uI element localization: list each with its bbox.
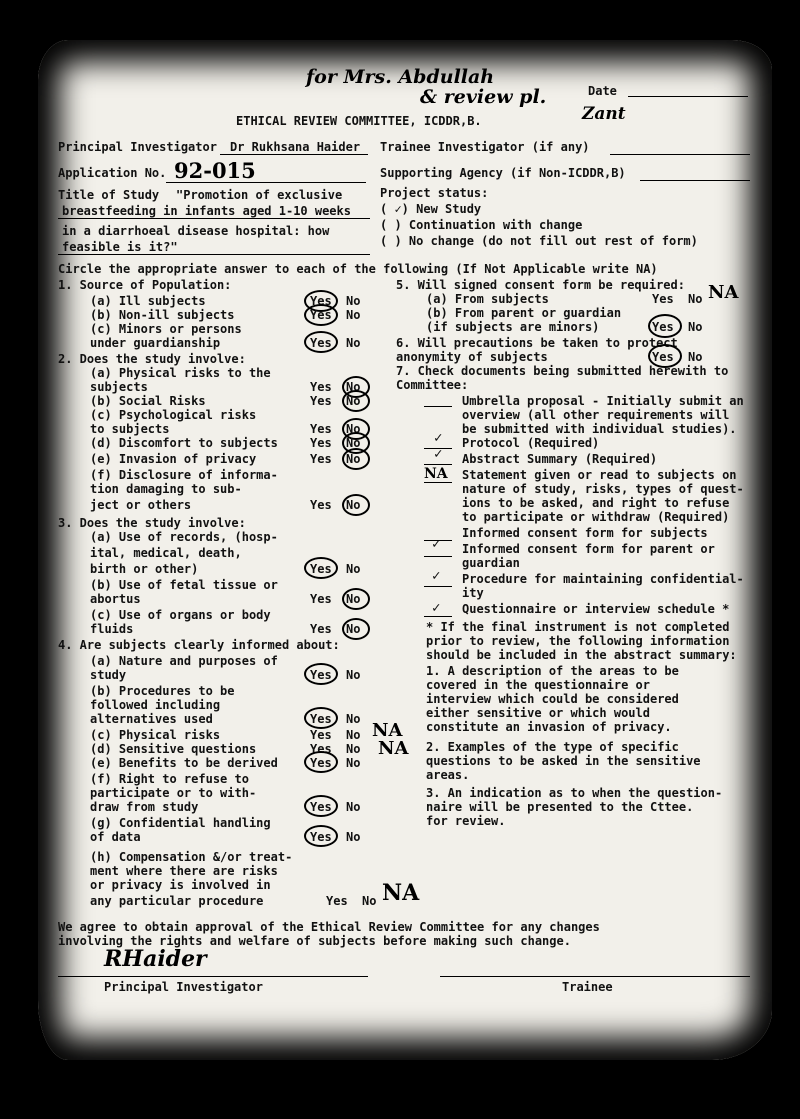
answer-circle	[304, 663, 338, 685]
doc-umbrella: Umbrella proposal - Initially submit an	[462, 394, 744, 408]
check-mark: ✓	[432, 600, 441, 616]
no-option[interactable]: No	[346, 422, 361, 436]
title-line: in a diarrhoeal disease hospital: how	[62, 224, 330, 238]
trainee-signature-line	[440, 976, 750, 977]
handwritten-na: NA	[708, 282, 739, 303]
answer-circle	[304, 557, 338, 579]
committee-title: ETHICAL REVIEW COMMITTEE, ICDDR,B.	[236, 114, 482, 128]
question-6: anonymity of subjects	[396, 350, 548, 364]
footnote-line: questions to be asked in the sensitive	[426, 754, 701, 768]
title-line: breastfeeding in infants aged 1-10 weeks	[62, 204, 351, 218]
answer-circle	[342, 390, 370, 412]
answer-circle	[342, 588, 370, 610]
check-mark: ✓	[434, 430, 443, 446]
question-3b: abortus	[90, 592, 141, 606]
app-no-value: 92-015	[174, 158, 256, 183]
question-2a: subjects	[90, 380, 148, 394]
doc-confidentiality: Procedure for maintaining confidential-	[462, 572, 744, 586]
question-3a: birth or other)	[90, 562, 199, 576]
question-2f: tion damaging to sub-	[90, 482, 242, 496]
question-1a: (a) Ill subjects	[90, 294, 206, 308]
doc-statement: nature of study, risks, types of quest-	[462, 482, 744, 496]
yes-option[interactable]: Yes	[310, 452, 332, 466]
handwritten-note: Zant	[582, 104, 626, 124]
trainee-line	[610, 154, 750, 155]
title-line: "Promotion of exclusive	[176, 188, 343, 202]
no-option[interactable]: No	[362, 894, 377, 908]
no-option[interactable]: No	[346, 830, 361, 844]
pi-signature-line	[58, 976, 368, 977]
pi-label: Principal Investigator	[58, 140, 217, 154]
question-1c: (c) Minors or persons	[90, 322, 242, 336]
question-3a: (a) Use of records, (hosp-	[90, 530, 278, 544]
no-option[interactable]: No	[346, 592, 361, 606]
footnote-line: * If the final instrument is not completed	[426, 620, 730, 634]
answer-circle	[304, 751, 338, 773]
answer-circle	[342, 494, 370, 516]
question-5: 5. Will signed consent form be required:	[396, 278, 685, 292]
question-2c: (c) Psychological risks	[90, 408, 257, 422]
question-5b: (if subjects are minors)	[426, 320, 600, 334]
no-option[interactable]: No	[346, 394, 361, 408]
no-option[interactable]: No	[346, 756, 361, 770]
pi-signature-label: Principal Investigator	[104, 980, 263, 994]
no-option[interactable]: No	[346, 452, 361, 466]
no-option[interactable]: No	[346, 562, 361, 576]
question-4g: of data	[90, 830, 141, 844]
instruction-text: Circle the appropriate answer to each of the following (If Not Applicable write NA)	[58, 262, 658, 276]
no-option[interactable]: No	[688, 320, 703, 334]
no-option[interactable]: No	[346, 742, 361, 756]
yes-option[interactable]: Yes	[326, 894, 348, 908]
check-mark: ✓	[434, 446, 443, 462]
yes-option[interactable]: Yes	[652, 320, 674, 334]
no-option[interactable]: No	[346, 712, 361, 726]
answer-circle	[304, 304, 338, 326]
status-continuation[interactable]: ( ) Continuation with change	[380, 218, 583, 232]
status-no-change[interactable]: ( ) No change (do not fill out rest of form)	[380, 234, 698, 248]
question-1b: (b) Non-ill subjects	[90, 308, 235, 322]
question-4f: draw from study	[90, 800, 199, 814]
question-1c: under guardianship	[90, 336, 221, 350]
question-4f: (f) Right to refuse to	[90, 772, 249, 786]
doc-check-line	[424, 406, 452, 407]
footnote-line: covered in the questionnaire or	[426, 678, 650, 692]
doc-confidentiality: ity	[462, 586, 484, 600]
question-4h: (h) Compensation &/or treat-	[90, 850, 293, 864]
doc-statement: ions to be asked, and right to refuse	[462, 496, 730, 510]
question-2d: (d) Discomfort to subjects	[90, 436, 278, 450]
yes-option[interactable]: Yes	[310, 830, 332, 844]
question-4h: any particular procedure	[90, 894, 264, 908]
question-7: 7. Check documents being submitted herewith to	[396, 364, 729, 378]
yes-option[interactable]: Yes	[310, 308, 332, 322]
doc-abstract: Abstract Summary (Required)	[462, 452, 658, 466]
yes-option[interactable]: Yes	[310, 668, 332, 682]
yes-option[interactable]: Yes	[310, 742, 332, 756]
question-4f: participate or to with-	[90, 786, 257, 800]
footnote-line: areas.	[426, 768, 470, 782]
question-4e: (e) Benefits to be derived	[90, 756, 278, 770]
handwritten-na: NA	[382, 880, 420, 906]
handwritten-note: for Mrs. Abdullah	[306, 66, 495, 88]
trainee-signature-label: Trainee	[562, 980, 613, 994]
question-4h: or privacy is involved in	[90, 878, 271, 892]
no-option[interactable]: No	[688, 350, 703, 364]
footnote-line: for review.	[426, 814, 506, 828]
question-4b: followed including	[90, 698, 221, 712]
yes-option[interactable]: Yes	[652, 292, 674, 306]
yes-option[interactable]: Yes	[310, 294, 332, 308]
yes-option[interactable]: Yes	[310, 498, 332, 512]
no-option[interactable]: No	[346, 668, 361, 682]
question-4b: (b) Procedures to be	[90, 684, 235, 698]
question-2: 2. Does the study involve:	[58, 352, 246, 366]
question-4g: (g) Confidential handling	[90, 816, 271, 830]
doc-check-line	[424, 556, 452, 557]
question-5b: (b) From parent or guardian	[426, 306, 622, 320]
title-label: Title of Study	[58, 188, 160, 202]
no-option[interactable]: No	[346, 336, 361, 350]
yes-option[interactable]: Yes	[310, 800, 332, 814]
question-4d: (d) Sensitive questions	[90, 742, 257, 756]
agreement-text: involving the rights and welfare of subjects before making such change.	[58, 934, 571, 948]
title-underline	[58, 254, 370, 255]
date-label: Date	[588, 84, 617, 98]
question-4: 4. Are subjects clearly informed about:	[58, 638, 340, 652]
answer-circle	[304, 331, 338, 353]
yes-option[interactable]: Yes	[310, 756, 332, 770]
agency-label: Supporting Agency (if Non-ICDDR,B)	[380, 166, 626, 180]
doc-protocol: Protocol (Required)	[462, 436, 600, 450]
doc-check-line	[424, 464, 452, 465]
doc-consent-guardian: guardian	[462, 556, 520, 570]
pi-value: Dr Rukhsana Haider	[230, 140, 361, 154]
answer-circle	[304, 707, 338, 729]
answer-circle	[304, 825, 338, 847]
date-line	[628, 96, 748, 97]
yes-option[interactable]: Yes	[310, 422, 332, 436]
doc-umbrella: be submitted with individual studies).	[462, 422, 737, 436]
footnote-line: 2. Examples of the type of specific	[426, 740, 679, 754]
title-underline	[58, 218, 370, 219]
yes-option[interactable]: Yes	[310, 622, 332, 636]
question-2b: (b) Social Risks	[90, 394, 206, 408]
question-2f: ject or others	[90, 498, 192, 512]
doc-check-line	[424, 540, 452, 541]
yes-option[interactable]: Yes	[310, 728, 332, 742]
footnote-line: prior to review, the following information	[426, 634, 730, 648]
no-option[interactable]: No	[346, 308, 361, 322]
doc-consent-subjects: Informed consent form for subjects	[462, 526, 708, 540]
doc-umbrella: overview (all other requirements will	[462, 408, 730, 422]
trainee-label: Trainee Investigator (if any)	[380, 140, 590, 154]
question-3c: (c) Use of organs or body	[90, 608, 271, 622]
footnote-line: either sensitive or which would	[426, 706, 650, 720]
app-no-line	[166, 182, 366, 183]
yes-option[interactable]: Yes	[310, 712, 332, 726]
no-option[interactable]: No	[346, 498, 361, 512]
question-3b: (b) Use of fetal tissue or	[90, 578, 278, 592]
check-mark: ✓	[432, 568, 441, 584]
answer-circle	[342, 618, 370, 640]
agreement-text: We agree to obtain approval of the Ethical Review Committee for any changes	[58, 920, 600, 934]
no-option[interactable]: No	[346, 728, 361, 742]
no-option[interactable]: No	[346, 622, 361, 636]
footnote-line: should be included in the abstract summary:	[426, 648, 737, 662]
handwritten-na: NA	[372, 720, 403, 741]
handwritten-na: NA	[378, 738, 409, 759]
yes-option[interactable]: Yes	[310, 336, 332, 350]
doc-check-line	[424, 616, 452, 617]
yes-option[interactable]: Yes	[310, 380, 332, 394]
footnote-line: naire will be presented to the Cttee.	[426, 800, 694, 814]
handwritten-note: & review pl.	[420, 86, 547, 108]
yes-option[interactable]: Yes	[310, 394, 332, 408]
title-line: feasible is it?"	[62, 240, 178, 254]
question-6: 6. Will precautions be taken to protect	[396, 336, 678, 350]
question-4h: ment where there are risks	[90, 864, 278, 878]
question-2c: to subjects	[90, 422, 170, 436]
doc-statement: to participate or withdraw (Required)	[462, 510, 730, 524]
footnote-line: interview which could be considered	[426, 692, 679, 706]
question-4b: alternatives used	[90, 712, 213, 726]
footnote-line: 3. An indication as to when the question-	[426, 786, 723, 800]
handwritten-na: NA	[424, 466, 448, 482]
app-no-label: Application No.	[58, 166, 167, 180]
status-new-study[interactable]: ( ✓) New Study	[380, 202, 482, 216]
pi-line	[220, 154, 368, 155]
question-1: 1. Source of Population:	[58, 278, 232, 292]
question-4c: (c) Physical risks	[90, 728, 221, 742]
agency-line	[640, 180, 750, 181]
no-option[interactable]: No	[346, 294, 361, 308]
question-4a: study	[90, 668, 127, 682]
footnote-line: constitute an invasion of privacy.	[426, 720, 672, 734]
answer-circle	[648, 314, 682, 338]
yes-option[interactable]: Yes	[652, 350, 674, 364]
answer-circle	[304, 795, 338, 817]
answer-circle	[342, 448, 370, 470]
no-option[interactable]: No	[346, 380, 361, 394]
doc-questionnaire: Questionnaire or interview schedule *	[462, 602, 730, 616]
doc-consent-guardian: Informed consent form for parent or	[462, 542, 715, 556]
question-4a: (a) Nature and purposes of	[90, 654, 278, 668]
doc-statement: Statement given or read to subjects on	[462, 468, 737, 482]
yes-option[interactable]: Yes	[310, 592, 332, 606]
pi-signature: RHaider	[104, 946, 207, 972]
question-2f: (f) Disclosure of informa-	[90, 468, 278, 482]
question-2a: (a) Physical risks to the	[90, 366, 271, 380]
doc-check-line	[424, 482, 452, 483]
yes-option[interactable]: Yes	[310, 436, 332, 450]
question-5a: (a) From subjects	[426, 292, 549, 306]
no-option[interactable]: No	[346, 436, 361, 450]
no-option[interactable]: No	[346, 800, 361, 814]
footnote-line: 1. A description of the areas to be	[426, 664, 679, 678]
no-option[interactable]: No	[688, 292, 703, 306]
check-mark: ✓	[432, 536, 441, 552]
yes-option[interactable]: Yes	[310, 562, 332, 576]
question-3c: fluids	[90, 622, 134, 636]
question-7: Committee:	[396, 378, 469, 392]
question-3: 3. Does the study involve:	[58, 516, 246, 530]
question-3a: ital, medical, death,	[90, 546, 242, 560]
status-label: Project status:	[380, 186, 489, 200]
doc-check-line	[424, 586, 452, 587]
question-2e: (e) Invasion of privacy	[90, 452, 257, 466]
